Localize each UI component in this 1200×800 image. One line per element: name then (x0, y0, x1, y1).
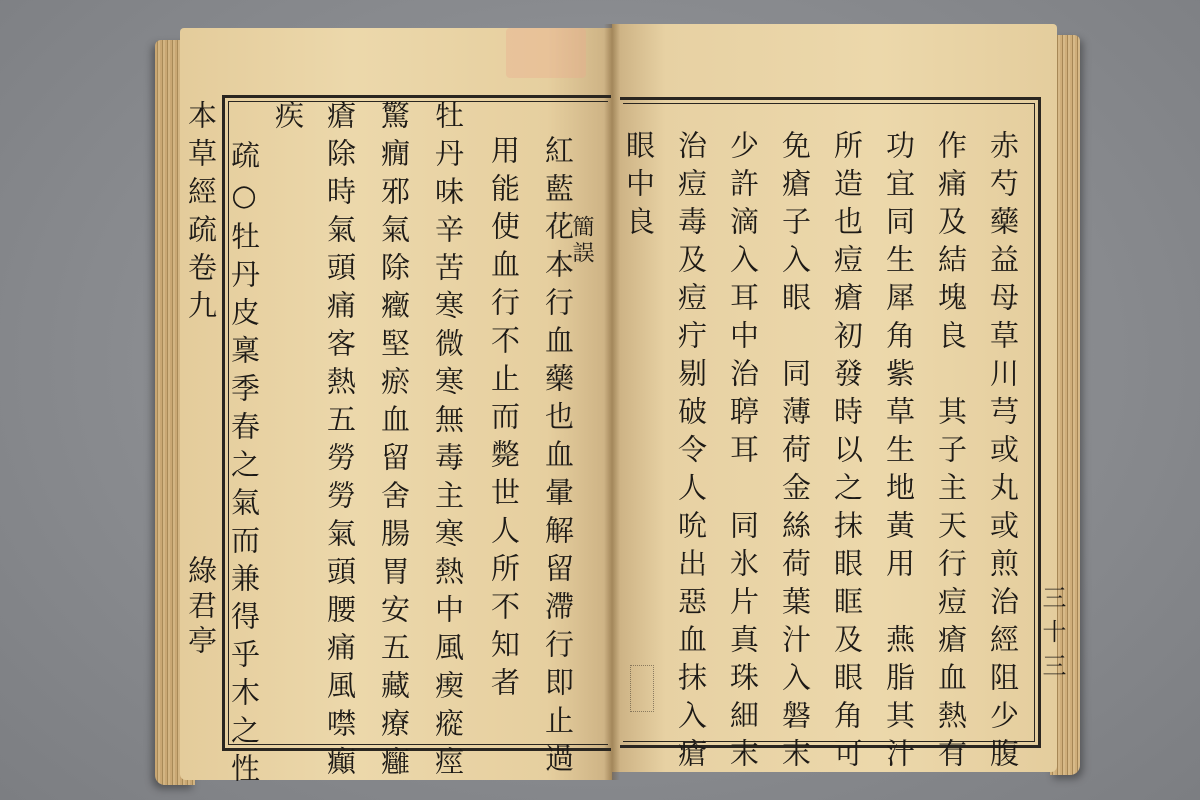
left-column-4: 牡丹味辛苦寒微寒無毒主寒熱中風瘈瘲痙 (431, 100, 465, 784)
left-column-7: 疾 (271, 100, 305, 138)
faint-seal-mark (630, 665, 654, 712)
right-column-5: 免瘡子入眼 同薄荷金絲荷葉汁入磐末 (778, 130, 812, 776)
left-column-3: 用能使血行不止而斃世人所不知者 (487, 135, 521, 705)
left-column-2: 紅藍花本行血藥也血暈解留滯行即止過 (541, 135, 575, 781)
right-column-8: 眼中良 (622, 130, 656, 244)
folio-number: 三十三 (1038, 585, 1066, 687)
margin-book-title: 本草經疏卷九 (184, 100, 218, 328)
margin-publisher: 綠君亭 (184, 555, 218, 660)
right-column-7: 治痘毒及痘疔剔破令人吮出惡血抹入瘡 (674, 130, 708, 776)
left-column-5: 驚癇邪氣除癥堅瘀血留舍腸胃安五藏療癰 (377, 100, 411, 784)
left-column-8: 疏○牡丹皮稟季春之氣而兼得乎木之性 (227, 140, 261, 791)
right-column-2: 作痛及結塊良 其子主天行痘瘡血熱有 (934, 130, 968, 776)
right-column-3: 功宜同生犀角紫草生地黃用 燕脂其汁 (882, 130, 916, 776)
right-column-4: 所造也痘瘡初發時以之抹眼眶及眼角可 (830, 130, 864, 776)
left-column-6: 瘡除時氣頭痛客熱五勞勞氣頭腰痛風噤癲 (323, 100, 357, 784)
right-column-1: 赤芍藥益母草川芎或丸或煎治經阻少腹 (986, 130, 1020, 776)
collector-stamp (506, 28, 586, 78)
left-column-1: 簡誤 (569, 215, 594, 267)
right-column-6: 少許滴入耳中治聤耳 同氷片真珠細末 (726, 130, 760, 776)
